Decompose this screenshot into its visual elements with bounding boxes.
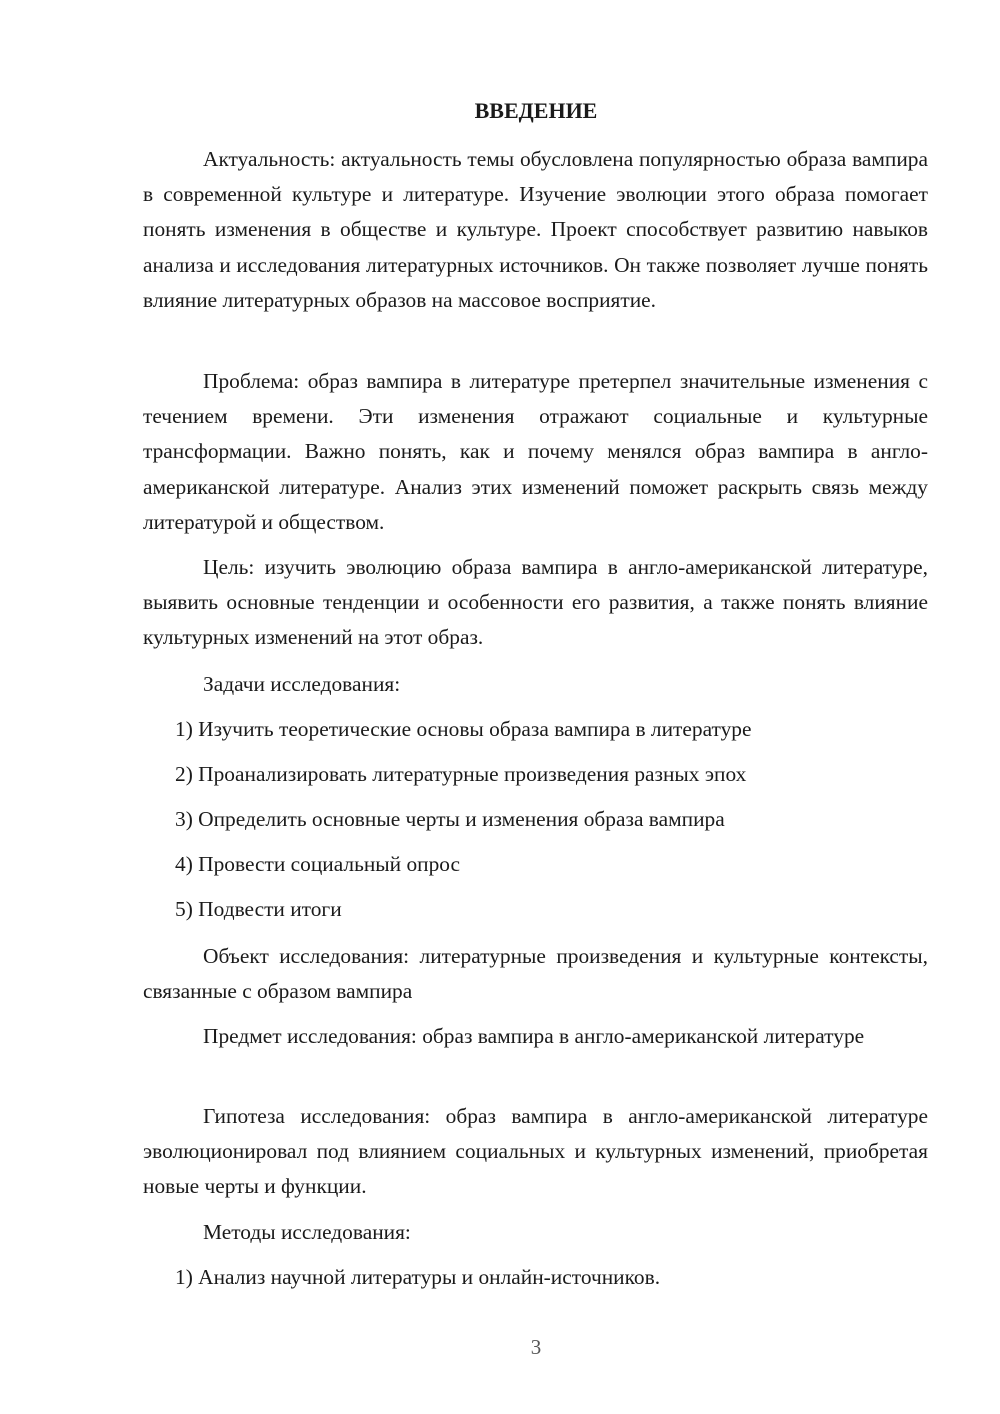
tasks-label: Задачи исследования: — [203, 672, 401, 696]
paragraph-goal: Цель: изучить эволюцию образа вампира в англо-американской литературе, выявить основные тенденции и особенности его развития, а также понять влияние культурных изменений на этот образ. — [143, 555, 928, 650]
paragraph-relevance: Актуальность: актуальность темы обусловлена популярностью образа вампира в современной культуре и литературе. Изучение эволюции этого образа помогает понять изменения в обществе и культуре. Проект способствует развитию навыков анализа и исследования литературных источников. Он также позволяет лучше понять влияние литературных образов на массовое восприятие. — [143, 147, 928, 312]
methods-label: Методы исследования: — [203, 1220, 411, 1244]
task-item: 3) Определить основные черты и изменения образа вампира — [175, 807, 725, 831]
page-number: 3 — [530, 1335, 542, 1359]
method-item: 1) Анализ научной литературы и онлайн-источников. — [175, 1265, 661, 1289]
paragraph-hypothesis: Гипотеза исследования: образ вампира в англо-американской литературе эволюционировал под влиянием социальных и культурных изменений, приобретая новые черты и функции. — [143, 1104, 928, 1199]
task-item: 5) Подвести итоги — [175, 897, 342, 921]
task-item: 4) Провести социальный опрос — [175, 852, 461, 876]
task-item: 1) Изучить теоретические основы образа вампира в литературе — [175, 717, 752, 741]
paragraph-problem: Проблема: образ вампира в литературе претерпел значительные изменения с течением времени. Эти изменения отражают социальные и культурные трансформации. Важно понять, как и почему менялся образ вампира в англо-американской литературе. Анализ этих изменений поможет раскрыть связь между литературой и обществом. — [143, 369, 928, 534]
paragraph-subject: Предмет исследования: образ вампира в англо-американской литературе — [203, 1024, 865, 1048]
paragraph-object: Объект исследования: литературные произведения и культурные контексты, связанные с образом вампира — [143, 944, 928, 1004]
section-heading: ВВЕДЕНИЕ — [474, 98, 598, 123]
task-item: 2) Проанализировать литературные произведения разных эпох — [175, 762, 747, 786]
